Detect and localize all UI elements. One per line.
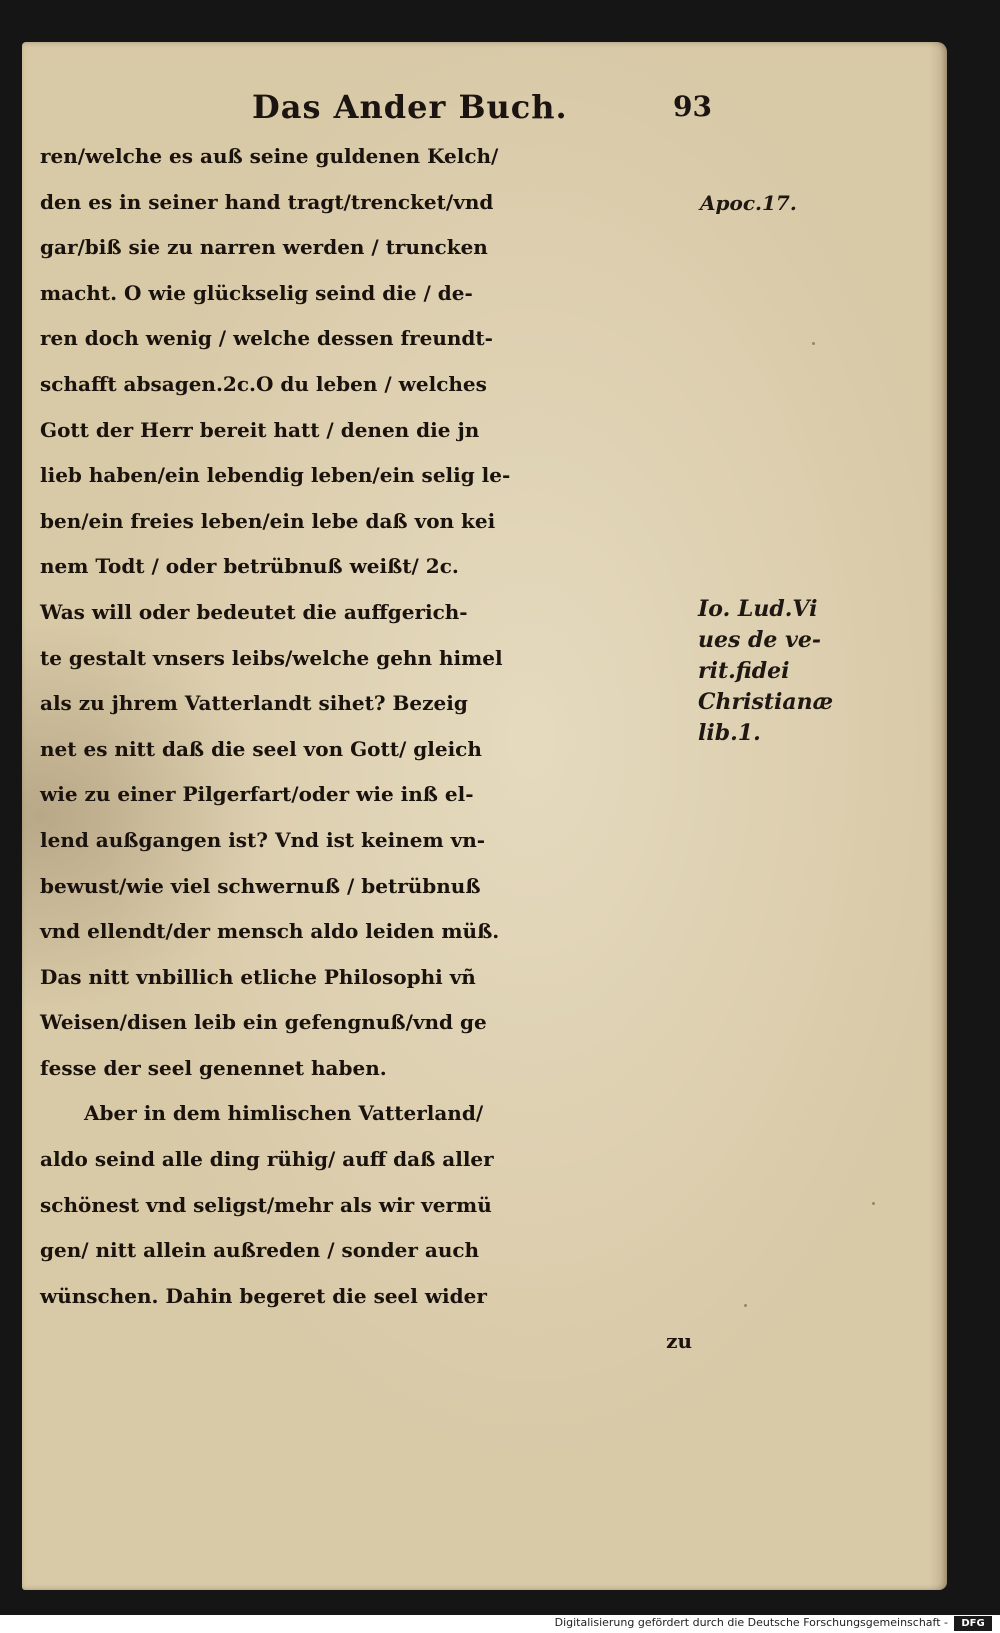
margin-note-line: lib.1.: [698, 720, 761, 746]
text-line: te gestalt vnsers leibs/welche gehn himel: [40, 645, 503, 670]
text-line: fesse der seel genennet haben.: [40, 1055, 387, 1080]
text-line: schönest vnd seligst/mehr als wir vermü: [40, 1192, 492, 1217]
text-line: lend außgangen ist? Vnd ist keinem vn-: [40, 827, 486, 852]
text-line: Weisen/disen leib ein gefengnuß/vnd ge: [40, 1010, 487, 1035]
text-line: vnd ellendt/der mensch aldo leiden müß.: [40, 919, 500, 944]
text-line: Was will oder bedeutet die auffgerich-: [40, 599, 468, 624]
paper-speck: [744, 1304, 747, 1307]
text-line: lieb haben/ein lebendig leben/ein selig le-: [40, 463, 511, 488]
page-number: 93: [673, 90, 712, 123]
text-line: Gott der Herr bereit hatt / denen die jn: [40, 417, 480, 442]
margin-note-line: rit.fidei: [698, 658, 790, 684]
margin-note-line: ues de ve-: [698, 627, 821, 653]
dfg-logo: DFG: [954, 1616, 992, 1631]
running-head: Das Ander Buch.: [252, 88, 568, 126]
text-line: den es in seiner hand tragt/trencket/vnd: [40, 189, 494, 214]
text-line: gen/ nitt allein außreden / sonder auch: [40, 1238, 480, 1263]
page-header: [222, 82, 722, 128]
footer-credit: Digitalisierung gefördert durch die Deutsche Forschungsgemeinschaft -: [554, 1616, 948, 1629]
book-page: [22, 42, 947, 1590]
text-line: als zu jhrem Vatterlandt sihet? Bezeig: [40, 691, 468, 716]
text-line: macht. O wie glückselig seind die / de-: [40, 280, 473, 305]
text-line: bewust/wie viel schwernuß / betrübnuß: [40, 873, 481, 898]
text-line: nem Todt / oder betrübnuß weißt/ 2c.: [40, 554, 459, 579]
body-text: [40, 134, 700, 1365]
text-line: ren doch wenig / welche dessen freundt-: [40, 326, 493, 351]
margin-note-line: Christianæ: [698, 689, 834, 715]
text-line: ben/ein freies leben/ein lebe daß von kei: [40, 508, 496, 533]
margin-note-line: Io. Lud.Vi: [698, 596, 818, 622]
paper-speck: [812, 342, 815, 345]
text-line: gar/biß sie zu narren werden / truncken: [40, 235, 488, 260]
page-edge-shadow: [929, 42, 947, 1590]
text-line: ren/welche es auß seine guldenen Kelch/: [40, 144, 499, 168]
paragraph-start-line: Aber in dem himlischen Vatterland/: [84, 1101, 484, 1126]
text-line: net es nitt daß die seel von Gott/ gleich: [40, 736, 482, 761]
margin-note-apoc: [700, 188, 797, 219]
margin-note-vives: [698, 594, 833, 749]
text-line: aldo seind alle ding rühig/ auff daß aller: [40, 1147, 494, 1172]
text-line: Das nitt vnbillich etliche Philosophi vñ: [40, 964, 476, 989]
text-line: wie zu einer Pilgerfart/oder wie inß el-: [40, 782, 474, 807]
catchword: zu: [666, 1329, 692, 1354]
paper-speck: [872, 1202, 875, 1205]
margin-note-line: Apoc.17.: [700, 191, 797, 215]
digitization-footer: [0, 1615, 1000, 1633]
text-line: wünschen. Dahin begeret die seel wider: [40, 1283, 487, 1308]
text-line: schafft absagen.2c.O du leben / welches: [40, 371, 487, 396]
